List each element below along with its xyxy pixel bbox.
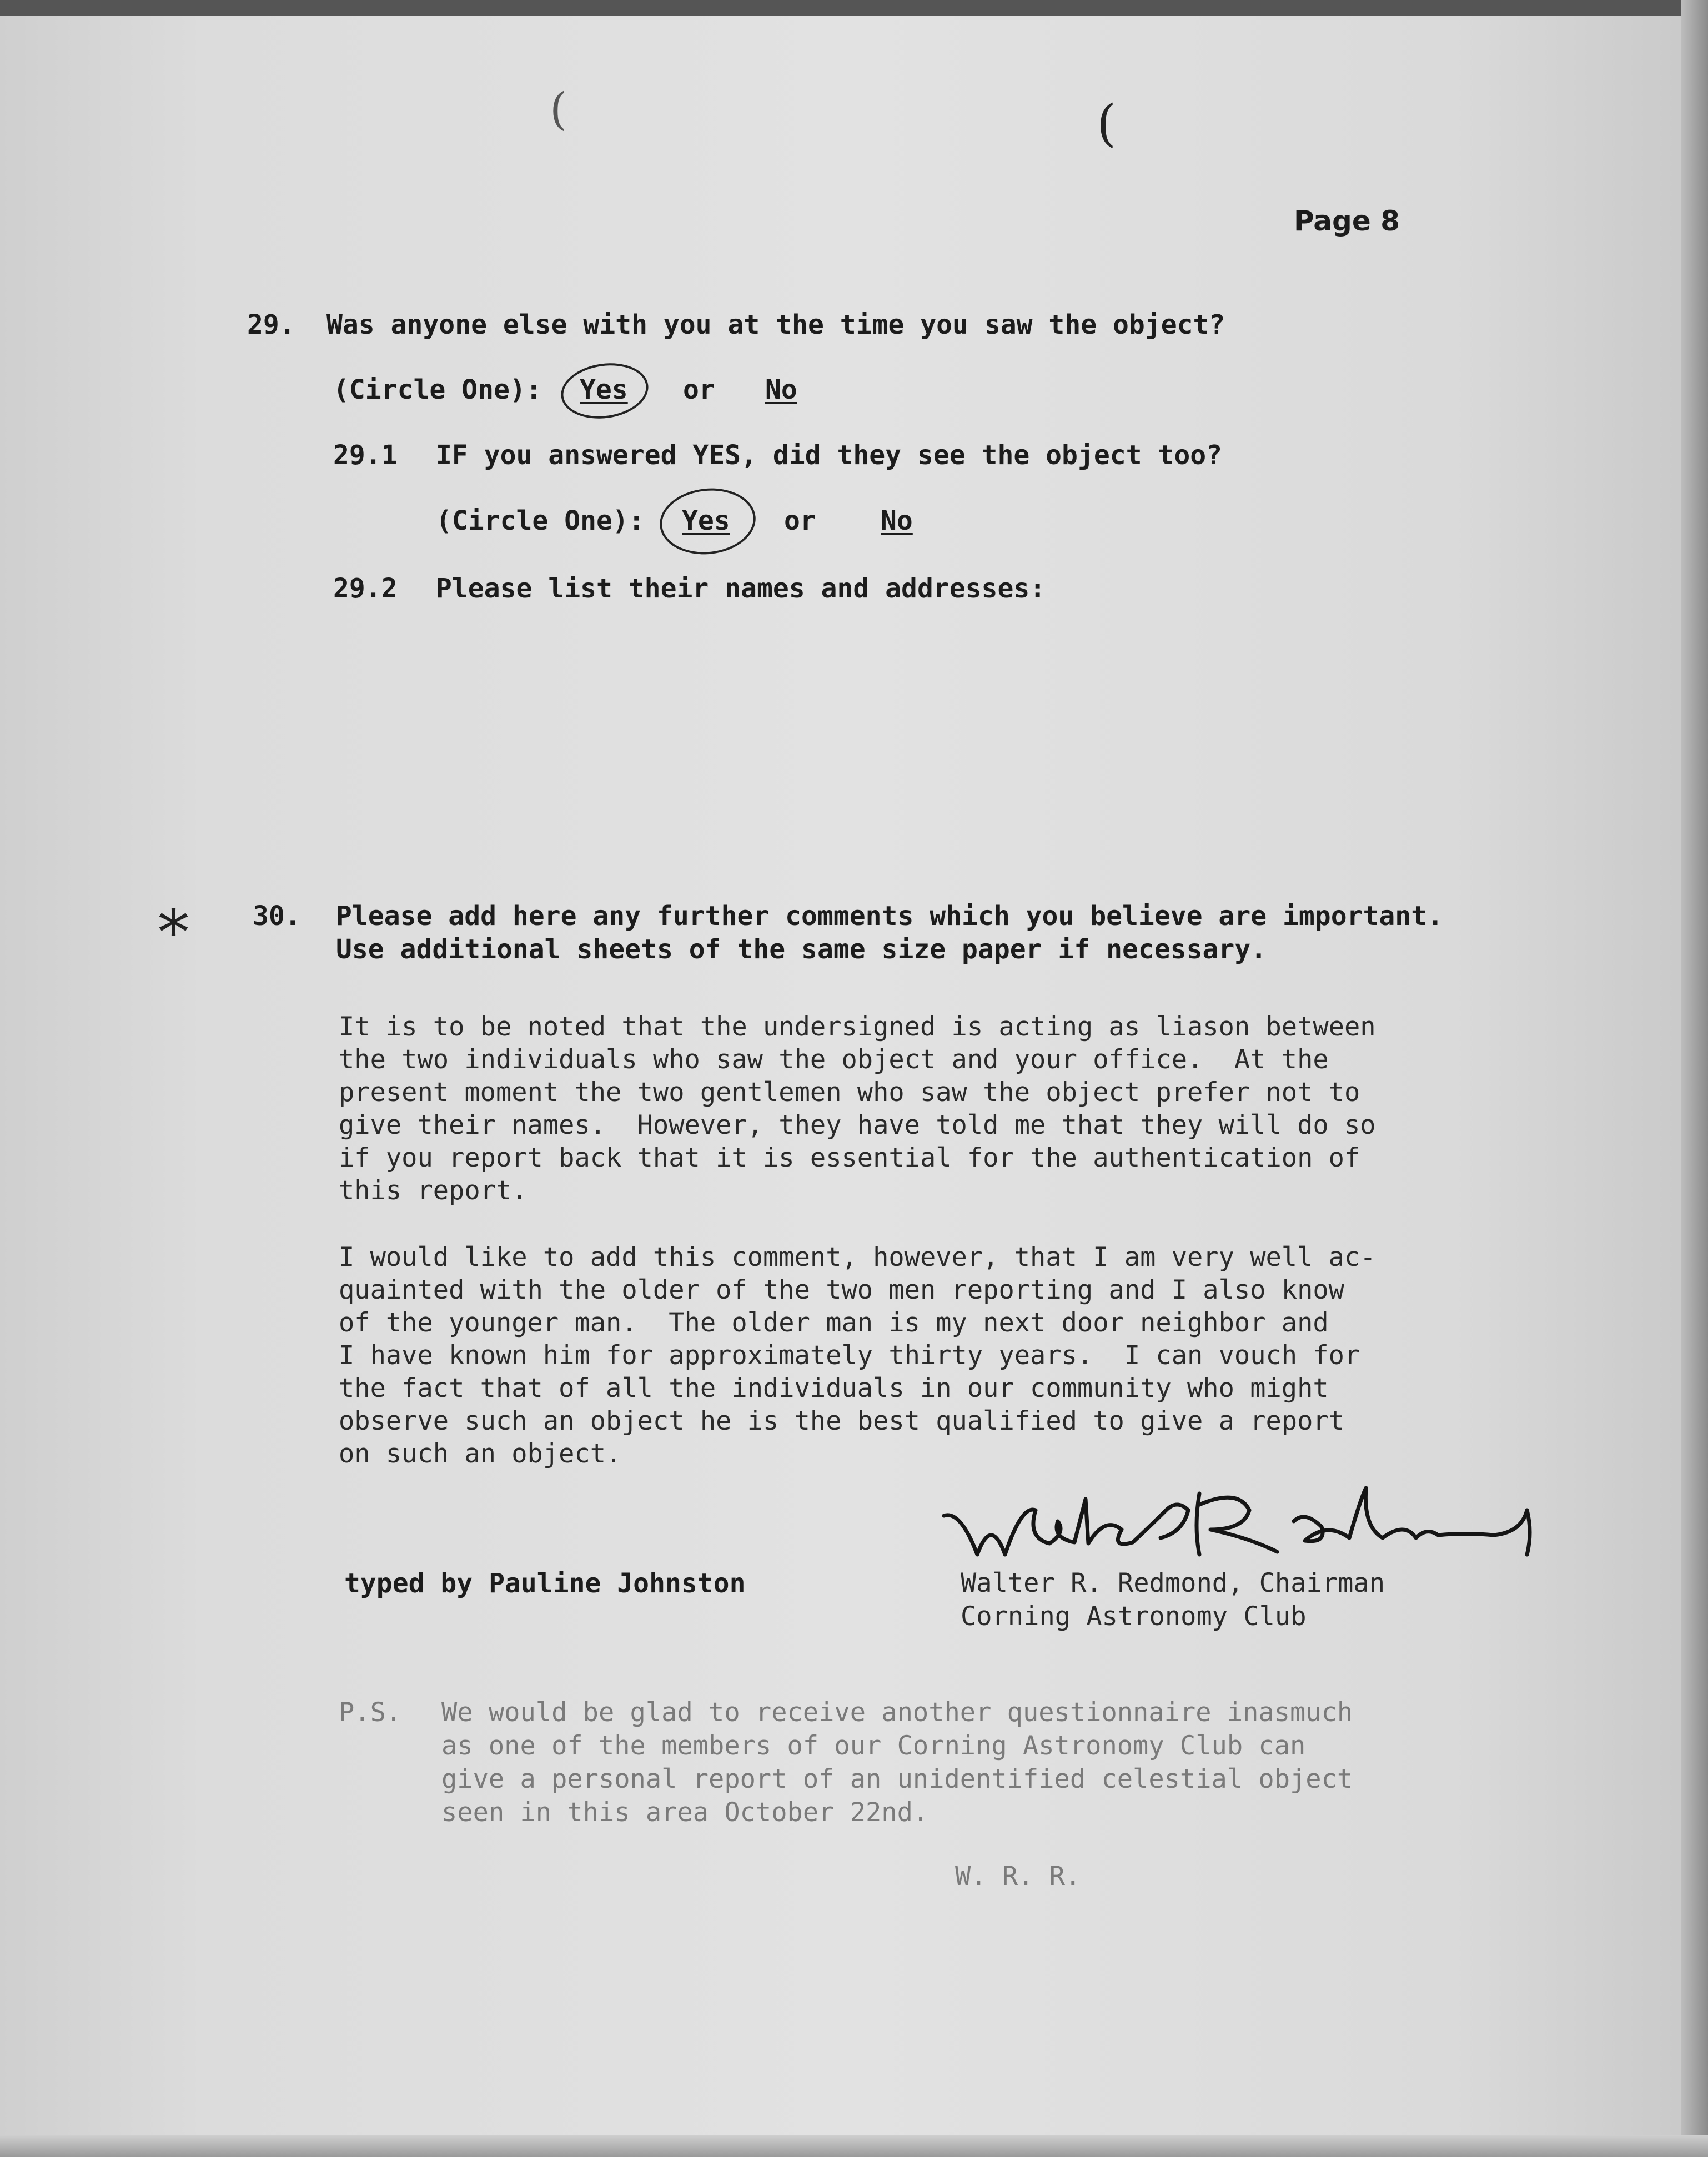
q29-question: Was anyone else with you at the time you saw the object? <box>326 309 1225 340</box>
scan-right-edge <box>1681 0 1708 2157</box>
signer-name: Walter R. Redmond, Chairman <box>961 1568 1385 1598</box>
comment-para1-line: present moment the two gentlemen who saw the object prefer not to <box>339 1077 1360 1108</box>
q30-line-1: Please add here any further comments which you believe are important. <box>336 901 1443 932</box>
comment-para1-line: the two individuals who saw the object and your office. At the <box>339 1044 1329 1075</box>
q29-1-or: or <box>784 505 816 536</box>
typed-by: typed by Pauline Johnston <box>344 1568 746 1599</box>
q30-handwritten-star: * <box>158 897 189 968</box>
postscript-line: give a personal report of an unidentified celestial object <box>441 1764 1353 1794</box>
q30-line-2: Use additional sheets of the same size paper if necessary. <box>336 934 1267 965</box>
q29-1-yes-circle <box>656 484 758 559</box>
page-label: Page 8 <box>1294 205 1400 237</box>
q29-1-question: IF you answered YES, did they see the object too? <box>436 440 1223 471</box>
comment-para2-line: I have known him for approximately thirty years. I can vouch for <box>339 1340 1360 1371</box>
comment-para1-line: give their names. However, they have told me that they will do so <box>339 1110 1376 1140</box>
postscript-label: P.S. <box>339 1697 402 1728</box>
q29-1-number: 29.1 <box>333 440 398 471</box>
postscript-initials: W. R. R. <box>955 1861 1081 1892</box>
scan-top-edge <box>0 0 1708 16</box>
punch-mark-left: ( <box>550 83 567 135</box>
q29-no-option[interactable]: No <box>765 374 797 405</box>
q29-number: 29. <box>247 309 295 340</box>
q29-2-number: 29.2 <box>333 573 398 604</box>
comment-para2-line: observe such an object he is the best qualified to give a report <box>339 1406 1344 1436</box>
q29-2-question: Please list their names and addresses: <box>436 573 1046 604</box>
comment-para2-line: I would like to add this comment, however, that I am very well ac- <box>339 1242 1376 1273</box>
comment-para2-line: the fact that of all the individuals in our community who might <box>339 1373 1329 1404</box>
comment-para2-line: on such an object. <box>339 1439 622 1469</box>
punch-mark-right: ( <box>1097 94 1117 153</box>
q29-yes-option[interactable]: Yes <box>580 374 628 405</box>
q29-circle-label: (Circle One): <box>333 374 542 405</box>
scan-bottom-edge <box>0 2135 1708 2157</box>
postscript-line: We would be glad to receive another questionnaire inasmuch <box>441 1697 1353 1728</box>
q29-1-no-option[interactable]: No <box>881 505 913 536</box>
q29-or: or <box>683 374 715 405</box>
comment-para1-line: this report. <box>339 1175 528 1206</box>
postscript-line: seen in this area October 22nd. <box>441 1797 929 1828</box>
comment-para1-line: It is to be noted that the undersigned is acting as liason between <box>339 1012 1376 1042</box>
postscript-line: as one of the members of our Corning Astronomy Club can <box>441 1731 1306 1761</box>
q29-yes-circle <box>557 358 652 424</box>
q29-1-circle-label: (Circle One): <box>436 505 645 536</box>
signer-organization: Corning Astronomy Club <box>961 1601 1307 1632</box>
comment-para1-line: if you report back that it is essential for the authentication of <box>339 1143 1360 1173</box>
comment-para2-line: of the younger man. The older man is my next door neighbor and <box>339 1308 1329 1338</box>
q29-1-yes-option[interactable]: Yes <box>682 505 730 536</box>
q30-number: 30. <box>253 901 301 932</box>
comment-para2-line: quainted with the older of the two men reporting and I also know <box>339 1275 1344 1305</box>
